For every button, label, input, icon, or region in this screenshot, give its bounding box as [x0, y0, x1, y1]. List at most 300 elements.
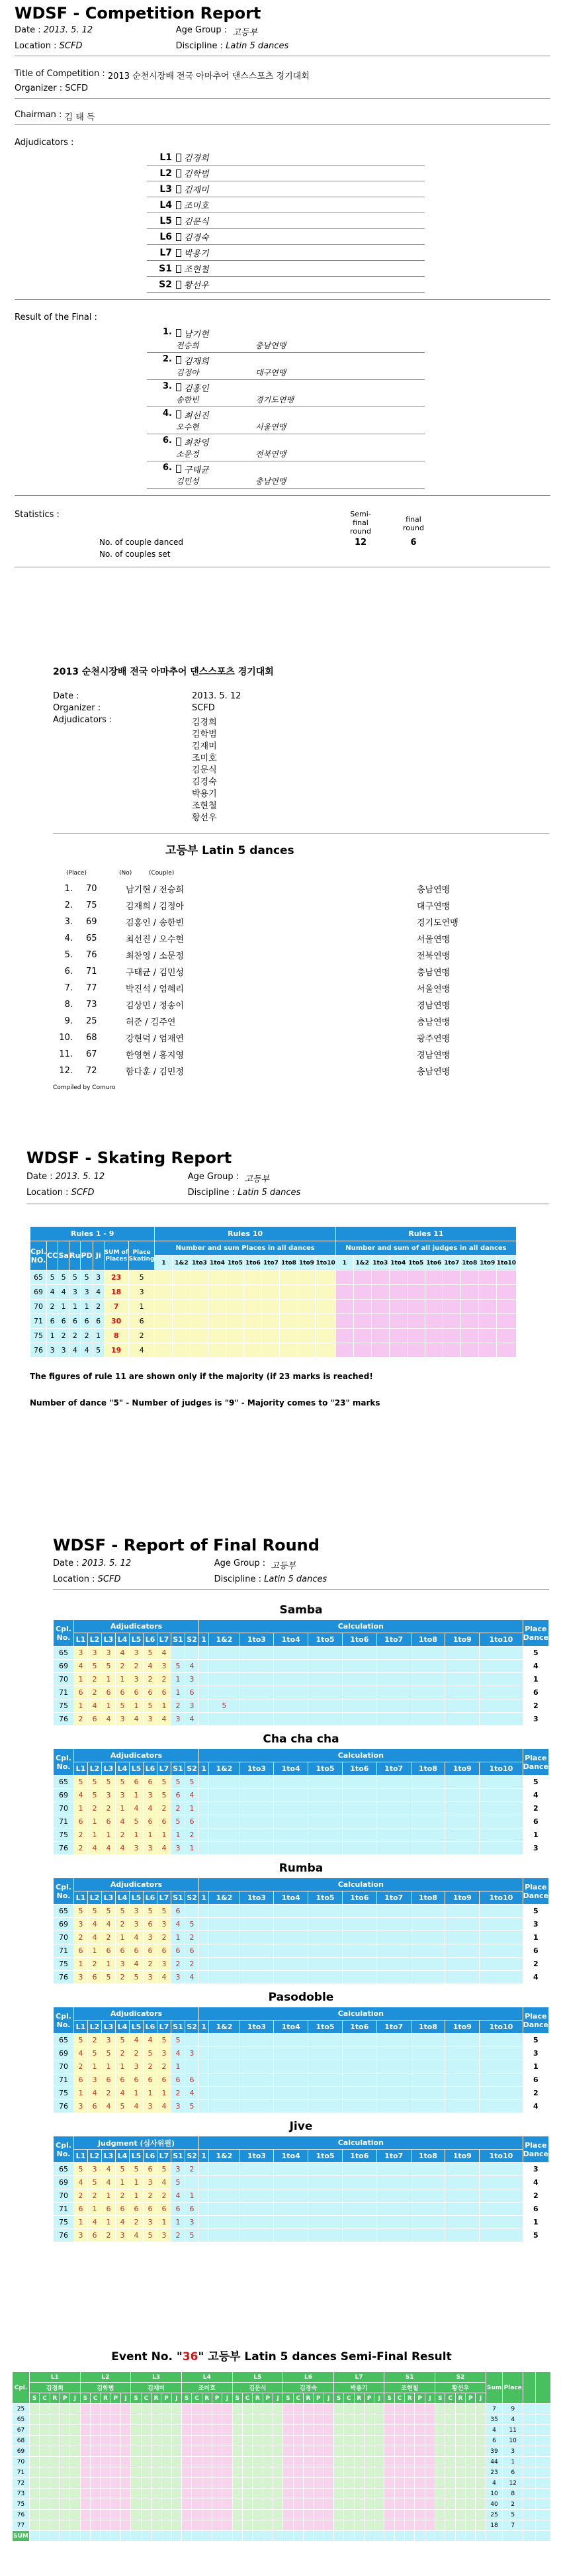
judge-mark: 3	[116, 1713, 130, 1726]
judge-header: L1	[74, 2150, 88, 2163]
semi-mark-cell	[476, 2478, 486, 2489]
semi-final-mark	[535, 2404, 550, 2414]
semi-mark-cell	[415, 2489, 425, 2499]
semi-mark-cell	[110, 2404, 120, 2414]
final-age-group-label: Age Group :	[214, 1558, 266, 1568]
judge-code: L2	[80, 2372, 131, 2383]
judge-header: L7	[157, 1762, 171, 1776]
judge-mark: 4	[130, 1802, 144, 1815]
judge-mark: 4	[102, 1713, 116, 1726]
semi-mark-cell	[90, 2404, 100, 2414]
rule-10-cell	[298, 1343, 316, 1358]
semi-mark-cell	[415, 2478, 425, 2489]
judge-header: S1	[171, 2150, 185, 2163]
semi-mark-cell	[60, 2478, 69, 2489]
judge-mark: 1	[157, 1699, 171, 1713]
dance-place: 1	[47, 1329, 58, 1343]
semi-mark-cell	[212, 2404, 222, 2414]
calc-col-header: 1to7	[376, 1633, 411, 1646]
semi-mark-cell	[202, 2446, 212, 2457]
rule-10-cell	[208, 1343, 226, 1358]
cpl-no: 75	[54, 1829, 74, 1842]
semi-mark-cell	[40, 2436, 50, 2446]
adjudicators-label: Adjudicators :	[15, 138, 74, 148]
semi-mark-cell	[30, 2478, 40, 2489]
calc-cell	[445, 1699, 480, 1713]
skating-date: 2013. 5. 12	[55, 1172, 105, 1182]
dance-abbr: J	[171, 2393, 181, 2404]
semi-mark-cell	[445, 2446, 455, 2457]
semi-mark-cell	[273, 2436, 282, 2446]
semi-mark-cell	[242, 2499, 252, 2510]
semi-mark-cell	[445, 2414, 455, 2425]
semi-mark-cell	[110, 2499, 120, 2510]
semi-mark-cell	[30, 2499, 40, 2510]
judge-mark: 6	[116, 1686, 130, 1699]
final-location: SCFD	[97, 1574, 121, 1584]
semi-final-mark	[535, 2446, 550, 2457]
calc-cell	[411, 1958, 445, 1971]
judge-code: S1	[384, 2372, 435, 2383]
dance-place: 5	[47, 1270, 58, 1285]
semi-mark-cell	[283, 2436, 293, 2446]
semi-mark-cell	[293, 2467, 303, 2478]
judge-mark	[185, 1905, 199, 1918]
final-date-label: Date :	[53, 1558, 79, 1568]
semi-mark-cell	[435, 2499, 445, 2510]
judge-header: L6	[144, 2150, 157, 2163]
calc-cell	[239, 2229, 274, 2242]
rule-10-cell	[244, 1300, 262, 1314]
skating-row	[30, 1285, 517, 1300]
semi-mark-cell	[202, 2478, 212, 2489]
dance-abbr: S	[181, 2393, 191, 2404]
semi-mark-cell	[30, 2425, 40, 2436]
semi-mark-cell	[110, 2520, 120, 2531]
rule-10-cell	[173, 1300, 191, 1314]
judge-name: 조현철	[384, 2383, 435, 2393]
placing-list	[0, 881, 458, 1079]
placing-couple: 구태균 / 김민성	[126, 968, 184, 978]
semi-mark-cell	[354, 2457, 364, 2467]
judge-header: S1	[171, 1891, 185, 1905]
judge-mark: 6	[74, 1815, 88, 1829]
judge-header: L6	[144, 1891, 157, 1905]
calc-cell	[274, 1815, 308, 1829]
semi-row	[13, 2489, 551, 2499]
place-col-header: 1to8	[460, 1256, 478, 1270]
judge-mark: 1	[88, 1944, 102, 1958]
semi-mark-cell	[242, 2446, 252, 2457]
adjudicator-code: L7	[159, 247, 172, 258]
semi-mark-cell	[70, 2414, 80, 2425]
semi-mark-cell	[90, 2457, 100, 2467]
dance-abbr: J	[374, 2393, 384, 2404]
placing-couple: 김재희 / 김정아	[126, 902, 184, 912]
semi-mark-cell	[354, 2436, 364, 2446]
calc-cell	[342, 1971, 376, 1984]
semi-mark-cell	[30, 2520, 40, 2531]
total-cell	[384, 2531, 394, 2542]
judge-mark: 5	[144, 1699, 157, 1713]
place-col-header: 1to7	[443, 1256, 460, 1270]
semi-place: 5	[503, 2510, 523, 2520]
rule-11-cell	[407, 1285, 425, 1300]
rules-11-header: Rules 11	[335, 1227, 516, 1241]
box-icon	[176, 281, 181, 289]
dance-place: 2	[58, 1329, 69, 1343]
semi-mark	[523, 2457, 536, 2467]
semi-mark-cell	[273, 2499, 282, 2510]
judge-mark: 6	[130, 2203, 144, 2216]
calc-cell	[199, 1918, 209, 1931]
semi-mark-cell	[273, 2414, 282, 2425]
judge-mark: 1	[116, 2060, 130, 2074]
semi-mark-cell	[151, 2414, 161, 2425]
judge-mark	[185, 2034, 199, 2047]
semi-mark-cell	[232, 2404, 242, 2414]
calc-cell	[274, 2034, 308, 2047]
semi-mark-cell	[415, 2457, 425, 2467]
semi-mark-cell	[242, 2414, 252, 2425]
dance-row	[54, 1646, 549, 1660]
semi-mark-cell	[80, 2478, 90, 2489]
semi-mark-cell	[273, 2404, 282, 2414]
semi-mark-cell	[253, 2478, 263, 2489]
judge-mark: 4	[130, 1713, 144, 1726]
semi-mark-cell	[171, 2414, 181, 2425]
judge-mark: 5	[102, 1905, 116, 1918]
rule-10-cell	[280, 1314, 298, 1329]
calc-col-header: 1	[199, 1762, 209, 1776]
calc-cell	[274, 1842, 308, 1855]
semi-mark-cell	[314, 2489, 324, 2499]
judge-mark: 4	[144, 2034, 157, 2047]
semi-mark-cell	[405, 2457, 415, 2467]
judge-header: L2	[88, 2021, 102, 2034]
placing-region: 서울연맹	[417, 935, 451, 945]
semi-mark-cell	[90, 2425, 100, 2436]
placing-region: 경기도연맹	[417, 918, 458, 928]
judge-header: L4	[116, 2150, 130, 2163]
dance-place: 3	[47, 1343, 58, 1358]
semi-mark-cell	[171, 2510, 181, 2520]
judge-mark: 2	[116, 1829, 130, 1842]
summary-adjudicator: 박용기	[192, 789, 217, 799]
dance-place: 2	[47, 1300, 58, 1314]
calc-col-header: 1to7	[376, 2021, 411, 2034]
calc-cell	[199, 1802, 209, 1815]
calc-cell	[199, 1905, 209, 1918]
semi-mark-cell	[333, 2478, 343, 2489]
semi-mark-cell	[141, 2404, 151, 2414]
rule-11-cell	[478, 1329, 496, 1343]
semi-mark-cell	[354, 2499, 364, 2510]
judge-mark: 1	[171, 1686, 185, 1699]
semi-final-table	[12, 2371, 551, 2542]
semi-mark-cell	[314, 2467, 324, 2478]
semi-mark-cell	[415, 2520, 425, 2531]
calc-cell	[239, 1686, 274, 1699]
semi-mark-cell	[101, 2446, 110, 2457]
judge-mark: 4	[74, 1789, 88, 1802]
semi-mark-cell	[131, 2414, 141, 2425]
judge-header: S2	[185, 1762, 199, 1776]
judge-header: L3	[102, 1633, 116, 1646]
calc-cell	[376, 1713, 411, 1726]
judge-mark: 4	[130, 2229, 144, 2242]
judge-mark	[171, 1646, 185, 1660]
judge-name: 조미호	[181, 2383, 232, 2393]
calc-cell	[239, 1918, 274, 1931]
semi-mark-cell	[333, 2520, 343, 2531]
calc-cell	[411, 2047, 445, 2060]
semi-mark-cell	[394, 2478, 404, 2489]
semi-mark-cell	[344, 2520, 354, 2531]
rule-10-cell	[226, 1270, 244, 1285]
calc-cell: 5	[209, 1699, 239, 1713]
semi-mark-cell	[293, 2404, 303, 2414]
rule-11-cell	[460, 1343, 478, 1358]
calc-cell	[199, 1713, 209, 1726]
judge-mark: 1	[116, 1931, 130, 1944]
semi-mark-cell	[80, 2446, 90, 2457]
dance-abbr: J	[222, 2393, 232, 2404]
dance-row	[54, 2034, 549, 2047]
semi-mark-cell	[364, 2510, 374, 2520]
semi-mark-cell	[293, 2414, 303, 2425]
semi-mark-cell	[181, 2489, 191, 2499]
final-rank: 3.	[163, 381, 172, 391]
semi-mark-cell	[60, 2499, 69, 2510]
skating-table	[30, 1226, 517, 1358]
calc-cell	[199, 1673, 209, 1686]
semi-mark-cell	[80, 2457, 90, 2467]
semi-mark-cell	[110, 2425, 120, 2436]
semi-mark-cell	[202, 2404, 212, 2414]
semi-mark-cell	[151, 2510, 161, 2520]
total-cell	[161, 2531, 171, 2542]
semi-mark-cell	[466, 2499, 476, 2510]
judge-mark: 5	[74, 1905, 88, 1918]
judge-mark: 6	[185, 1944, 199, 1958]
semi-mark-cell	[344, 2478, 354, 2489]
semi-mark-cell	[181, 2425, 191, 2436]
dance-abbr: P	[263, 2393, 273, 2404]
organizer-label: Organizer :	[15, 83, 63, 93]
judge-mark: 4	[116, 1815, 130, 1829]
calc-cell	[411, 1905, 445, 1918]
final-region: 서울연맹	[255, 422, 286, 432]
semi-final-event-no: 36	[182, 2350, 198, 2363]
dance-place: 3	[58, 1343, 69, 1358]
final-woman: 전승희	[176, 341, 199, 350]
semi-mark-cell	[232, 2478, 242, 2489]
semi-mark-cell	[90, 2510, 100, 2520]
dance-abbr: C	[40, 2393, 50, 2404]
semi-mark-cell	[181, 2446, 191, 2457]
calc-col-header: 1to6	[342, 2150, 376, 2163]
placing-row	[0, 930, 458, 947]
cpl-header: Cpl. No.	[54, 2136, 74, 2163]
judge-mark: 1	[74, 1802, 88, 1815]
semi-mark-cell	[455, 2446, 465, 2457]
dance-place: 5	[58, 1270, 69, 1285]
judge-mark: 4	[74, 2176, 88, 2189]
judge-mark: 4	[157, 2100, 171, 2113]
judge-mark: 5	[157, 1789, 171, 1802]
total-cell	[192, 2531, 202, 2542]
judge-mark: 4	[171, 1918, 185, 1931]
place-dance: 6	[523, 2203, 548, 2216]
semi-mark-cell	[344, 2457, 354, 2467]
rule-10-cell	[316, 1300, 335, 1314]
dance-abbr: J	[324, 2393, 333, 2404]
calc-cell	[274, 2087, 308, 2100]
semi-mark-cell	[50, 2467, 60, 2478]
semi-mark-cell	[80, 2510, 90, 2520]
location-value: SCFD	[59, 41, 83, 51]
semi-mark-cell	[90, 2446, 100, 2457]
rule-10-cell	[191, 1285, 208, 1300]
semi-mark-cell	[171, 2425, 181, 2436]
calc-col-header: 1to8	[411, 1891, 445, 1905]
calc-cell	[199, 2163, 209, 2176]
semi-mark-cell	[394, 2425, 404, 2436]
judge-mark: 6	[74, 2203, 88, 2216]
calc-cell	[209, 2176, 239, 2189]
rule-11-cell	[335, 1285, 353, 1300]
cpl-no: 76	[54, 2229, 74, 2242]
judge-mark: 5	[116, 2163, 130, 2176]
calc-cell	[308, 1842, 343, 1855]
judge-mark: 4	[157, 1713, 171, 1726]
adjudicator-code: L1	[159, 152, 172, 163]
semi-mark-cell	[222, 2457, 232, 2467]
calc-cell	[376, 1699, 411, 1713]
final-man: 최찬영	[184, 438, 209, 448]
judge-header: L7	[157, 2150, 171, 2163]
semi-mark-cell	[161, 2499, 171, 2510]
placing-row	[0, 881, 458, 897]
rule-11-cell	[460, 1285, 478, 1300]
calc-cell	[209, 2100, 239, 2113]
semi-mark-cell	[181, 2478, 191, 2489]
calc-cell	[274, 2163, 308, 2176]
rule-10-cell	[298, 1329, 316, 1343]
total-cell	[253, 2531, 263, 2542]
placing-couple: 함다훈 / 김민정	[126, 1067, 184, 1077]
semi-mark-cell	[333, 2499, 343, 2510]
rule-10-cell	[226, 1329, 244, 1343]
placing-place: 5.	[64, 950, 73, 960]
semi-mark-cell	[425, 2404, 435, 2414]
calc-cell	[209, 2189, 239, 2203]
place-skating: 6	[128, 1314, 155, 1329]
rule-11-cell	[335, 1300, 353, 1314]
semi-mark-cell	[303, 2467, 313, 2478]
calc-cell	[445, 1931, 480, 1944]
total-cell	[40, 2531, 50, 2542]
judge-mark: 6	[157, 1944, 171, 1958]
semi-mark-cell	[374, 2414, 384, 2425]
judge-mark: 2	[130, 2216, 144, 2229]
dance-abbr: R	[101, 2393, 110, 2404]
rule-11-cell	[496, 1314, 516, 1329]
semi-final-mark	[535, 2489, 550, 2499]
dance-place: 4	[58, 1285, 69, 1300]
semi-mark-cell	[445, 2467, 455, 2478]
rule-11-cell	[389, 1343, 407, 1358]
semi-mark-cell	[374, 2425, 384, 2436]
semi-mark-cell	[263, 2404, 273, 2414]
semi-final-mark	[535, 2425, 550, 2436]
dance-row	[54, 1815, 549, 1829]
calc-cell	[480, 1931, 523, 1944]
place-col-header: 1to3	[371, 1256, 389, 1270]
dance-abbr: S	[232, 2393, 242, 2404]
judge-mark: 5	[102, 2047, 116, 2060]
dance-row	[54, 1829, 549, 1842]
semi-mark-cell	[222, 2478, 232, 2489]
rule-11-cell	[443, 1285, 460, 1300]
semi-mark-cell	[374, 2499, 384, 2510]
semi-mark-cell	[242, 2478, 252, 2489]
judge-mark: 6	[157, 1815, 171, 1829]
semi-mark-cell	[212, 2446, 222, 2457]
rule-10-cell	[208, 1314, 226, 1329]
adjudicator-row	[147, 181, 425, 197]
semi-mark-cell	[293, 2510, 303, 2520]
judge-mark: 3	[102, 1646, 116, 1660]
dance-abbr: R	[455, 2393, 465, 2404]
rule-11-cell	[407, 1270, 425, 1285]
semi-mark-cell	[192, 2404, 202, 2414]
dance-row	[54, 2087, 549, 2100]
semi-mark-cell	[90, 2436, 100, 2446]
semi-mark-cell	[415, 2436, 425, 2446]
dance-row	[54, 2216, 549, 2229]
semi-mark-cell	[40, 2467, 50, 2478]
semi-mark	[523, 2489, 536, 2499]
calc-cell	[376, 1829, 411, 1842]
judge-mark: 6	[102, 1944, 116, 1958]
semi-mark-cell	[212, 2436, 222, 2446]
place-dance: 4	[523, 2100, 548, 2113]
calc-col-header: 1to7	[376, 2150, 411, 2163]
rule-10-cell	[173, 1314, 191, 1329]
calculation-header: Calculation	[199, 2136, 523, 2150]
total-cell	[394, 2531, 404, 2542]
calc-cell	[445, 1944, 480, 1958]
date-label: Date :	[15, 25, 41, 35]
semi-mark-cell	[50, 2404, 60, 2414]
calc-cell	[274, 1699, 308, 1713]
semi-mark-cell	[141, 2478, 151, 2489]
calc-cell	[239, 1646, 274, 1660]
judge-mark: 5	[116, 1699, 130, 1713]
judge-mark: 5	[88, 1789, 102, 1802]
judge-mark: 5	[171, 1660, 185, 1673]
semi-mark	[523, 2446, 536, 2457]
semi-mark-cell	[394, 2446, 404, 2457]
semi-mark-cell	[120, 2478, 130, 2489]
judge-mark: 4	[157, 1646, 171, 1660]
cpl-header: Cpl. NO.	[30, 1241, 47, 1270]
judge-mark: 3	[185, 1673, 199, 1686]
cpl-no: 69	[54, 1789, 74, 1802]
total-cell	[171, 2531, 181, 2542]
